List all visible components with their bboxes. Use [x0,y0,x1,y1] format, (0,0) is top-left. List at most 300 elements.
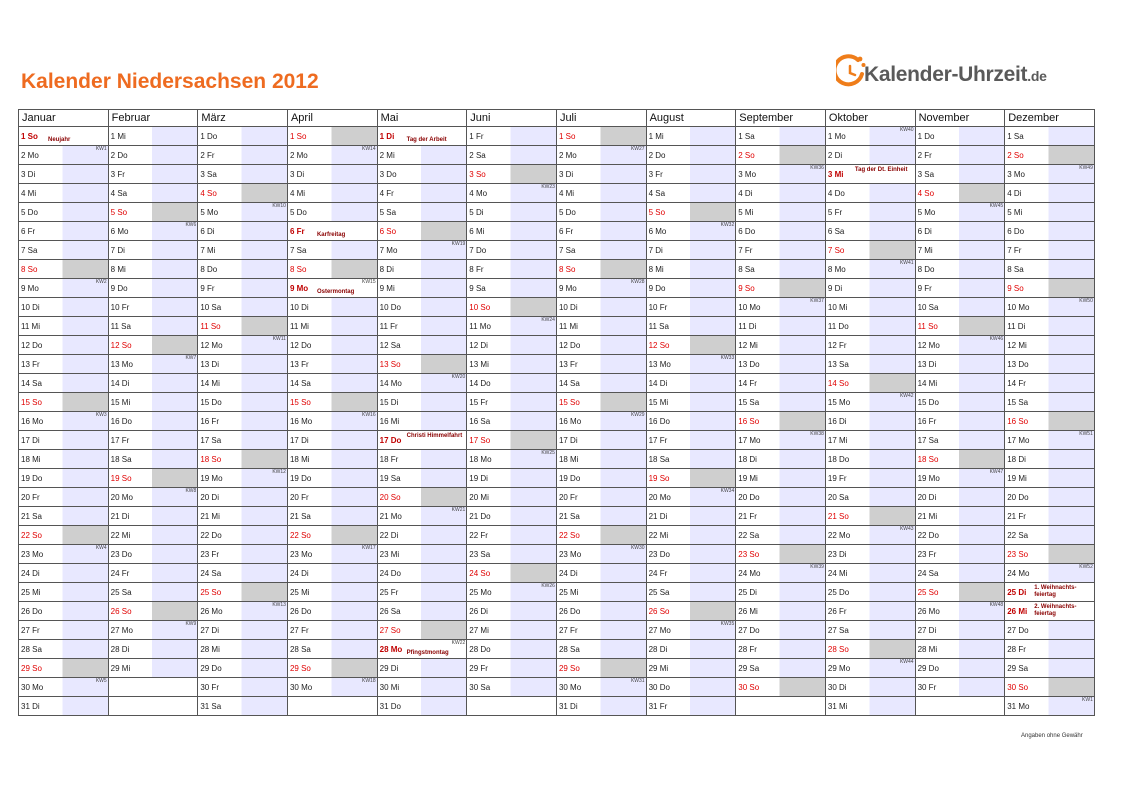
day-cell [287,659,377,678]
day-cell [915,355,1005,374]
day-cell-content [288,355,377,373]
day-cell [1005,279,1095,298]
day-label: 11 Mi [21,322,40,331]
week-number: KW37 [810,298,824,304]
day-cell [467,393,557,412]
day-cell-content [647,165,736,183]
day-cell [1005,564,1095,583]
day-cell [915,184,1005,203]
day-cell-content [736,355,825,373]
day-cell [736,260,826,279]
day-cell-content [736,241,825,259]
day-label: 7 Mi [200,246,216,255]
day-cell [736,488,826,507]
day-cell [108,526,198,545]
day-cell [646,317,736,336]
day-cell [915,317,1005,336]
day-cell-content [736,260,825,278]
day-cell-content [198,146,287,164]
day-label: 7 Di [110,246,125,255]
day-label: 2 Do [648,151,666,160]
week-number: KW3 [95,412,107,418]
day-cell [108,602,198,621]
day-label: 23 Sa [469,550,491,559]
day-cell-content [109,203,198,221]
day-label: 17 Mo [738,436,761,445]
day-cell-content [288,146,377,164]
day-cell-content [916,336,1005,354]
day-label: 2 So [1007,151,1024,160]
day-cell [825,374,915,393]
day-label: 24 Mo [1007,569,1030,578]
day-label: 25 Mi [289,588,310,597]
day-cell-content [109,127,198,145]
day-cell [467,374,557,393]
day-cell-content [647,621,736,639]
day-cell [1005,165,1095,184]
day-label: 11 Do [827,322,849,331]
week-number: KW45 [989,203,1004,209]
day-cell [556,393,646,412]
day-cell-content [19,431,108,449]
day-label: 19 Do [558,474,581,483]
day-label: 18 Mi [21,455,41,464]
day-label: 8 So [558,265,576,274]
day-cell [467,659,557,678]
day-row [19,165,1095,184]
day-label: 11 So [917,322,938,331]
day-cell [825,165,915,184]
day-cell [646,336,736,355]
day-cell [736,203,826,222]
day-cell-content [826,203,915,221]
day-row [19,146,1095,165]
day-label: 10 So [469,303,491,312]
day-cell-content [647,203,736,221]
day-cell [198,222,288,241]
day-cell [467,222,557,241]
day-cell-content [109,298,198,316]
day-cell [825,241,915,260]
day-row [19,279,1095,298]
day-cell-content [378,374,467,392]
day-cell-content [19,697,108,715]
day-cell [1005,621,1095,640]
day-cell-content [109,659,198,677]
day-cell [19,697,109,716]
day-cell-content [647,488,736,506]
day-label: 17 So [469,436,491,445]
week-number: KW19 [451,241,466,247]
day-label: 23 Mi [379,550,400,559]
day-label: 1 Do [200,132,218,141]
day-cell-content [1005,526,1094,544]
day-label: 24 Sa [200,569,222,578]
day-cell-content [1005,640,1094,658]
day-cell [736,317,826,336]
day-label: 23 Do [110,550,133,559]
day-cell [19,488,109,507]
day-cell [736,602,826,621]
day-cell-content [826,697,915,715]
day-label: 4 Di [738,189,753,198]
day-label: 29 So [21,664,42,673]
day-cell-content [378,412,467,430]
day-cell [736,336,826,355]
day-label: 31 Sa [200,702,222,711]
day-label: 20 Mo [110,493,133,502]
day-label: 26 Mo [200,607,223,616]
day-label: 15 Sa [1007,398,1029,407]
day-label: 17 Fr [110,436,130,445]
day-label: 3 Sa [200,170,217,179]
day-cell [915,659,1005,678]
day-cell-content [19,526,108,544]
day-cell-content [557,355,646,373]
logo-text [864,63,1047,87]
day-cell [377,602,467,621]
day-cell [736,393,826,412]
day-label: 7 Fr [738,246,753,255]
month-header-row [19,110,1095,127]
day-cell [108,583,198,602]
day-label: 1 Do [917,132,935,141]
week-number: KW1 [95,146,107,152]
day-cell-content [378,659,467,677]
holiday-name: Karfreitag [316,232,346,238]
day-cell-content [378,450,467,468]
day-cell-content [916,260,1005,278]
day-cell [915,526,1005,545]
day-cell [108,393,198,412]
day-cell-content [109,507,198,525]
week-number: KW12 [272,469,286,475]
day-cell [1005,317,1095,336]
day-cell [646,507,736,526]
day-cell [1005,545,1095,564]
logo-name: Kalender-Uhrzeit [864,63,1028,86]
day-cell-content [378,583,467,601]
day-label: 26 Do [21,607,43,616]
day-label: 19 Fr [827,474,847,483]
day-cell [108,450,198,469]
day-cell-content [198,203,287,221]
day-cell-content [736,507,825,525]
day-label: 14 Di [648,379,668,388]
day-row [19,431,1095,450]
day-label: 9 Do [110,284,128,293]
day-cell-content [557,127,646,145]
day-label: 22 So [558,531,580,540]
day-cell [198,146,288,165]
day-cell-content [916,279,1005,297]
day-label: 18 Do [827,455,850,464]
day-cell-content [288,431,377,449]
day-label: 4 So [200,189,217,198]
day-row [19,393,1095,412]
holiday-name: 2. Weihnachts-feiertag [1034,604,1077,617]
day-cell-content [647,640,736,658]
day-cell-content [826,602,915,620]
week-number: KW18 [362,678,376,684]
day-cell [467,241,557,260]
day-cell [467,260,557,279]
day-label: 20 Fr [21,493,40,502]
day-cell-content [288,507,377,525]
day-cell-content [647,184,736,202]
day-cell [287,393,377,412]
day-cell-content [736,374,825,392]
day-cell-content [198,241,287,259]
day-cell-content [736,640,825,658]
day-cell-content [826,260,915,278]
day-cell [825,621,915,640]
month-header: Juli [556,110,646,127]
day-cell-content [109,469,198,487]
day-cell [1005,659,1095,678]
day-cell [377,659,467,678]
day-cell [825,450,915,469]
day-label: 19 Mi [1007,474,1027,483]
day-label: 14 Fr [1007,379,1026,388]
day-cell [736,241,826,260]
week-number: KW16 [362,412,376,418]
day-label: 15 So [558,398,580,407]
day-label: 2 Do [110,151,128,160]
day-cell-content [557,640,646,658]
day-cell-content [19,412,108,430]
day-label: 30 Fr [917,683,937,692]
day-cell-content [736,678,825,696]
day-cell [825,431,915,450]
day-label: 4 Fr [379,189,394,198]
day-cell [915,203,1005,222]
day-cell-content [467,545,556,563]
day-cell-content [826,146,915,164]
day-cell-content [826,469,915,487]
day-cell [19,184,109,203]
day-label: 10 Sa [917,303,939,312]
day-cell-content [467,241,556,259]
day-cell-content [647,583,736,601]
week-number: KW34 [720,488,735,494]
day-cell-content [378,146,467,164]
day-label: 10 Fr [648,303,668,312]
day-label: 10 Mo [738,303,761,312]
day-label: 27 So [379,626,401,635]
day-cell-content [647,564,736,582]
day-label: 24 Di [289,569,309,578]
day-label: 28 Fr [1007,645,1026,654]
day-cell-content [647,469,736,487]
day-cell [377,146,467,165]
day-cell [108,241,198,260]
day-cell [467,298,557,317]
day-cell [198,165,288,184]
day-cell-content [557,564,646,582]
day-cell [915,127,1005,146]
day-cell-content [288,640,377,658]
day-cell-content [826,355,915,373]
day-cell [287,431,377,450]
day-cell-content [916,241,1005,259]
day-label: 22 Mi [110,531,131,540]
day-cell-content [19,393,108,411]
day-cell-content [198,336,287,354]
day-cell-content [109,545,198,563]
day-label: 26 So [648,607,670,616]
day-cell-content [288,336,377,354]
day-label: 3 Mo [738,170,757,179]
day-cell [108,545,198,564]
day-label: 8 Di [379,265,394,274]
day-cell [377,393,467,412]
day-cell [198,298,288,317]
day-cell [736,165,826,184]
day-label: 30 Di [827,683,847,692]
day-cell-content [916,165,1005,183]
day-label: 6 Do [738,227,756,236]
day-cell [198,374,288,393]
week-number: KW11 [272,336,286,342]
day-cell [915,678,1005,697]
day-cell-content [826,393,915,411]
day-label: 10 Do [379,303,401,312]
day-cell-content [288,469,377,487]
day-label: 20 Sa [827,493,849,502]
day-label: 20 Do [738,493,760,502]
day-cell-content [557,298,646,316]
day-cell-content [467,583,556,601]
day-label: 12 Fr [827,341,847,350]
day-row [19,336,1095,355]
day-label: 20 Di [917,493,937,502]
day-label: 1 So [289,132,307,141]
day-label: 19 Di [469,474,488,483]
day-cell-content [826,412,915,430]
day-label: 9 Sa [469,284,486,293]
day-cell [1005,488,1095,507]
day-cell-content [288,412,377,430]
day-cell [467,412,557,431]
month-header: März [198,110,288,127]
day-label: 2 Mo [289,151,308,160]
day-row [19,298,1095,317]
day-cell [556,659,646,678]
day-label: 7 Fr [1007,246,1022,255]
day-label: 1 Mi [648,132,664,141]
day-cell-content [557,203,646,221]
day-cell-content [826,659,915,677]
day-cell [287,127,377,146]
day-cell [198,621,288,640]
day-cell-content [826,127,915,145]
day-label: 6 Mo [648,227,667,236]
day-cell [736,279,826,298]
day-cell [1005,127,1095,146]
day-label: 25 Mi [558,588,579,597]
day-cell-content [198,127,287,145]
day-label: 22 Fr [469,531,488,540]
day-cell [556,127,646,146]
day-label: 20 Di [200,493,219,502]
day-row [19,450,1095,469]
day-label: 4 Sa [110,189,128,198]
week-number: KW35 [720,621,735,627]
holiday-name: Pfingstmontag [406,650,449,656]
day-cell [287,298,377,317]
day-cell [287,469,377,488]
day-cell [198,336,288,355]
day-cell-content [467,431,556,449]
day-label: 7 Do [469,246,487,255]
day-cell-content [1005,127,1094,145]
day-cell [556,583,646,602]
day-label: 8 Do [917,265,935,274]
day-cell [377,545,467,564]
week-number: KW2 [95,279,107,285]
day-label: 14 Mi [200,379,220,388]
day-cell [1005,431,1095,450]
day-label: 10 Di [289,303,309,312]
day-cell [198,488,288,507]
day-cell-content [467,127,556,145]
day-label: 4 Mi [558,189,575,198]
day-label: 5 Do [289,208,307,217]
day-cell-content [916,564,1005,582]
day-label: 9 Do [648,284,666,293]
day-cell [736,355,826,374]
day-cell [377,279,467,298]
day-label: 7 Sa [21,246,38,255]
day-cell [198,678,288,697]
day-cell-content [198,526,287,544]
day-cell [736,640,826,659]
day-label: 29 Sa [1007,664,1029,673]
day-cell [646,355,736,374]
day-label: 17 Di [21,436,40,445]
day-label: 18 Sa [648,455,670,464]
day-label: 21 Mi [200,512,220,521]
day-label: 17 Sa [917,436,939,445]
day-cell [198,564,288,583]
day-cell [646,203,736,222]
day-label: 25 Sa [110,588,132,597]
day-cell-content [1005,317,1094,335]
day-label: 2 Fr [917,151,932,160]
day-label: 19 So [110,474,132,483]
day-label: 13 Fr [289,360,309,369]
day-label: 21 Sa [289,512,311,521]
day-cell [377,374,467,393]
day-label: 15 Sa [738,398,760,407]
day-label: 8 So [289,265,307,274]
week-number: KW43 [899,526,914,532]
month-header: Februar [108,110,198,127]
day-cell-content [916,545,1005,563]
day-cell-content [19,279,108,297]
day-label: 11 So [200,322,221,331]
week-number: KW52 [1079,564,1093,570]
day-label: 5 Do [558,208,576,217]
day-label: 18 Mi [558,455,579,464]
day-label: 6 Di [917,227,932,236]
day-cell [19,165,109,184]
day-cell [646,659,736,678]
day-label: 27 Mo [648,626,671,635]
day-cell-content [647,602,736,620]
day-label: 25 Sa [648,588,670,597]
